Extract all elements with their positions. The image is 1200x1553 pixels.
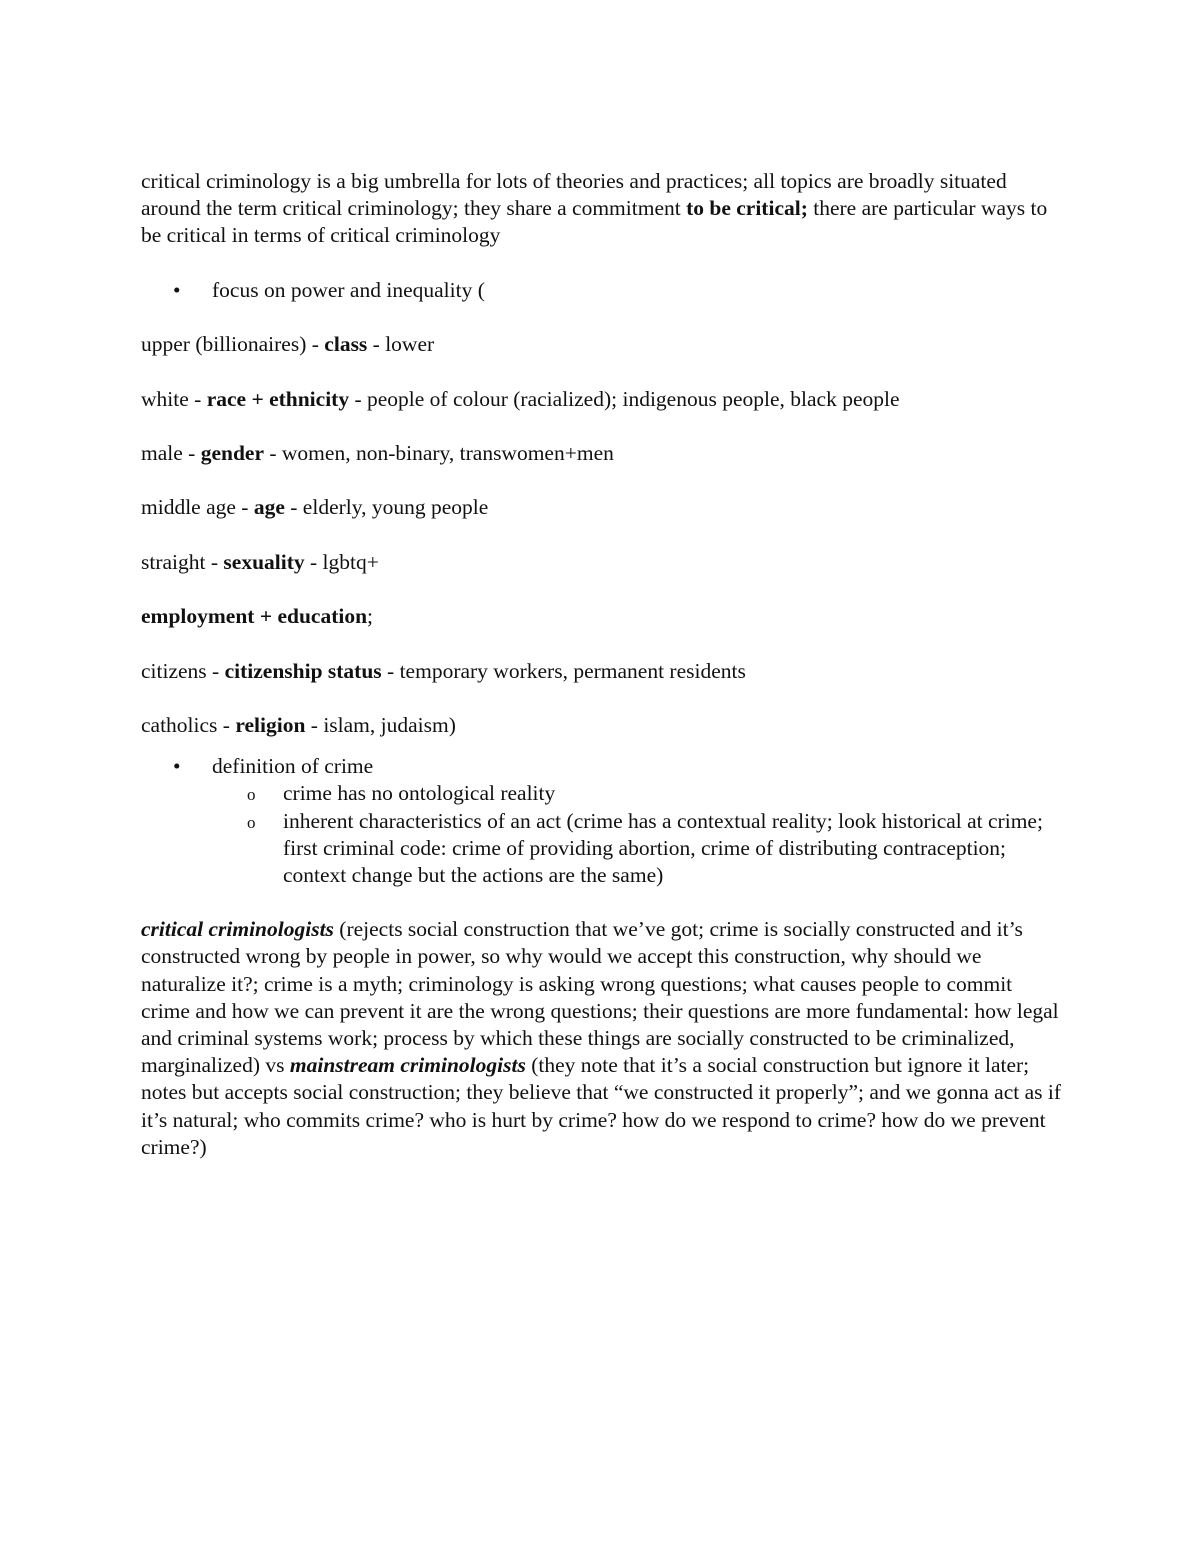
pair-right: - women, non-binary, transwomen+men	[264, 440, 614, 465]
pair-race	[141, 386, 1061, 413]
pair-left: citizens -	[141, 658, 225, 683]
pair-term: race + ethnicity	[206, 386, 350, 411]
pair-term: age	[253, 495, 285, 520]
pair-left: catholics -	[141, 712, 236, 737]
pair-right: - elderly, young people	[284, 495, 489, 520]
term-critical-criminologists: critical criminologists	[141, 917, 334, 942]
sub-item-ontology	[141, 780, 1061, 807]
intro-text-b: there are particular ways to be critical in terms of critical criminology	[141, 196, 1048, 248]
pair-age	[141, 494, 1061, 521]
bullet-icon: •	[173, 754, 181, 779]
pair-left: middle age -	[141, 495, 254, 520]
bullet-icon: •	[173, 277, 181, 302]
pair-term: class	[324, 332, 368, 357]
pair-right: - islam, judaism)	[305, 712, 456, 737]
pair-left: upper (billionaires) -	[141, 332, 325, 357]
document-page	[141, 168, 1061, 1188]
pair-term: sexuality	[223, 549, 305, 574]
intro-bold-phrase: to be critical;	[686, 196, 808, 221]
closing-paragraph	[141, 916, 1061, 1161]
intro-paragraph	[141, 168, 1061, 250]
intro-text-a: critical criminology is a big umbrella for lots of theories and practices; all topics are broadly situated around the term critical criminology; they share a commitment	[141, 169, 1007, 221]
pair-left: male -	[141, 440, 201, 465]
pair-sexuality	[141, 549, 1061, 576]
term-mainstream-criminologists: mainstream criminologists	[289, 1053, 526, 1078]
closing-text-1: (rejects social construction that we’ve got; crime is socially constructed and it’s constructed wrong by people in power, so why would we accept this construction, why should we naturalize it?; crime is a myth; criminology is asking wrong questions; what causes people to commit crime and how we can prevent it are the wrong questions; their questions are more fundamental: how legal and criminal systems work; process by which these things are socially constructed to be criminalized, marginalized) vs	[141, 917, 1059, 1078]
pair-left: straight -	[141, 549, 224, 574]
pair-left: white -	[141, 386, 207, 411]
pair-term: gender	[200, 440, 264, 465]
crime-bullet-list	[141, 753, 1061, 889]
bullet-crime-text: definition of crime	[212, 754, 374, 779]
closing-text-2: (they note that it’s a social construction but ignore it later; notes but accepts social construction; they believe that “we constructed it properly”; and we gonna act as if it’s natural; who commits crime? who is hurt by crime? how do we respond to crime? how do we prevent crime?)	[141, 1053, 1061, 1159]
sub-item-text: inherent characteristics of an act (crime has a contextual reality; look historical at crime; first criminal code: crime of providing abortion, crime of distributing contraception; context change but the actions are the same)	[283, 808, 1043, 887]
sub-bullet-list	[141, 780, 1061, 889]
bullet-item-crime	[141, 753, 1061, 889]
bullet-power-text: focus on power and inequality (	[212, 277, 485, 302]
pair-class	[141, 331, 1061, 358]
pair-citizenship	[141, 658, 1061, 685]
pair-term: employment + education	[141, 604, 368, 629]
power-bullet-list	[141, 277, 1061, 304]
pair-term: citizenship status	[224, 658, 382, 683]
pair-term: religion	[235, 712, 306, 737]
pair-religion	[141, 712, 1061, 739]
bullet-item-power	[141, 277, 1061, 304]
pair-employment	[141, 603, 1061, 630]
pair-gender	[141, 440, 1061, 467]
sub-item-inherent	[141, 808, 1061, 890]
pair-right: - people of colour (racialized); indigenous people, black people	[349, 386, 900, 411]
pair-right: - lgbtq+	[304, 549, 379, 574]
sub-bullet-icon: o	[247, 785, 256, 805]
pair-right: - lower	[367, 332, 435, 357]
sub-item-text: crime has no ontological reality	[283, 781, 556, 806]
sub-bullet-icon: o	[247, 812, 256, 832]
pair-right: ;	[367, 604, 374, 629]
pair-right: - temporary workers, permanent residents	[381, 658, 746, 683]
sub-list	[141, 780, 1061, 889]
